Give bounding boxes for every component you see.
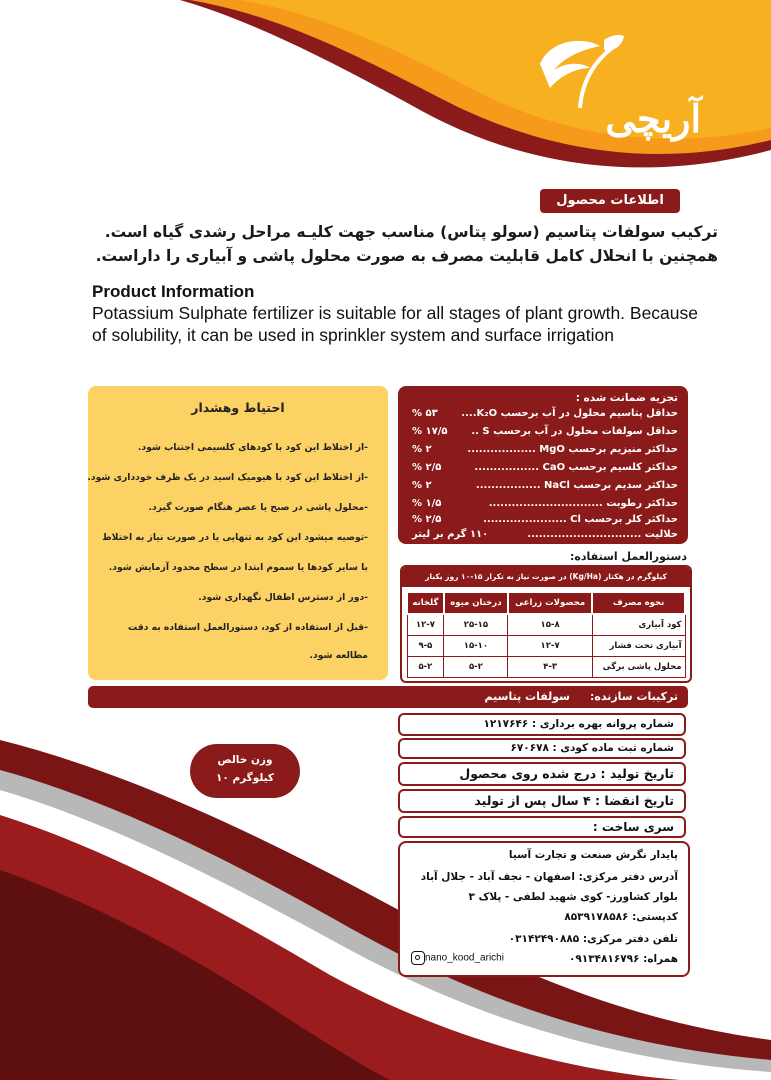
address-line-2: بلوار کشاورز- کوی شهید لطفی - پلاک ۳ [468, 891, 678, 903]
usage-table [406, 591, 686, 678]
analysis-title: تجزیه ضمانت شده : [575, 392, 678, 404]
warning-item: -دور از دسترس اطفال نگهداری شود. [198, 592, 368, 603]
usage-cell: آبیاری تحت فشار [592, 636, 685, 657]
usage-cell: ۱۲-۷ [407, 614, 444, 636]
composition-bar [88, 686, 688, 708]
usage-cell: ۲۵-۱۵ [444, 614, 508, 636]
en-description: Potassium Sulphate fertilizer is suitable for all stages of plant growth. Because of solubility, it can be used in sprinkler system and surface irrigation [92, 303, 699, 345]
guaranteed-analysis-panel: تجزیه ضمانت شده : حداقل پتاسیم محلول در آب برحسب K₂O.... ۵۳ % حداقل سولفات محلول در آب برحسب S .. ۱۷/۵ % حداکثر منیزیم برحسب MgO .................. ۲ % حداکثر کلسیم برحسب CaO ................. ۲/۵ % حداکثر سدیم برحسب NaCl ................. ۲ % حداکثر رطوبت .............................. ۱/۵ % حداکثر کلر برحسب Cl ...................... ۲/۵ % حلالیت .............................. ۱۱۰ گرم بر لیتر [398, 386, 688, 544]
table-row [407, 657, 685, 678]
mobile-phone: همراه: ۰۹۱۳۴۸۱۶۷۹۶ [568, 953, 678, 965]
company-name: پایدار نگرش صنعت و تجارت آسیا [508, 849, 678, 861]
fa-description-line-1: ترکیب سولفات پتاسیم (سولو پتاس) مناسب جهت کلیـه مراحل رشدی گیاه است. [104, 223, 718, 241]
warning-item: -توصیه میشود این کود به تنهایی یا در صورت نیاز به اختلاط [102, 532, 368, 543]
instagram-icon [411, 951, 425, 965]
expiry-date-field: تاریخ انقضا : ۴ سال پس از تولید [398, 789, 686, 813]
usage-cell: ۱۲-۷ [508, 636, 592, 657]
en-title: Product Information [92, 282, 255, 301]
warning-item: مطالعه شود. [309, 650, 368, 661]
net-weight-badge [190, 744, 300, 798]
usage-header: محصولات زراعی [508, 592, 592, 614]
product-info-label: اطلاعات محصول [540, 189, 680, 213]
license-number-field: شماره پروانه بهره برداری : ۱۲۱۷۶۴۶ [398, 713, 686, 736]
usage-header: درختان میوه [444, 592, 508, 614]
composition-value: سولفات پتاسیم [484, 690, 570, 703]
net-weight-label: وزن خالص [217, 754, 273, 766]
postal-code: کدپستی: ۸۵۳۹۱۷۸۵۸۶ [564, 911, 678, 923]
warning-item: -از اختلاط این کود با هیومیک اسید در یک ظرف خودداری شود. [87, 472, 368, 483]
warning-panel [88, 386, 388, 680]
batch-series-field: سری ساخت : [398, 816, 686, 838]
address-line-1: آدرس دفتر مرکزی: اصفهان - نجف آباد - جلال آباد [420, 871, 678, 883]
net-weight-value: ۱۰ کیلوگرم [215, 772, 275, 784]
usage-cell: ۵-۲ [444, 657, 508, 678]
usage-title: دستورالعمل استفاده: [570, 550, 687, 563]
brand-logo-text: آریچی [605, 96, 701, 141]
usage-header-row [407, 592, 685, 614]
table-row [407, 636, 685, 657]
usage-cell: ۹-۵ [407, 636, 444, 657]
warning-item: -از اختلاط این کود با کودهای کلسیمی اجتناب شود. [137, 442, 368, 453]
usage-cell: ۱۵-۱۰ [444, 636, 508, 657]
office-phone: تلفن دفتر مرکزی: ۰۳۱۴۲۴۹۰۸۸۵ [508, 933, 678, 945]
usage-cell: محلول پاشی برگی [592, 657, 685, 678]
warning-item: -قبل از استفاده از کود، دستورالعمل استفاده به دقت [128, 622, 368, 633]
warning-title: احتیاط وهشدار [191, 400, 285, 415]
warning-item: -محلول پاشی در صبح یا عصر هنگام صورت گیرد. [148, 502, 368, 513]
address-panel [398, 841, 690, 977]
usage-table-panel [400, 565, 692, 683]
registration-number-field: شماره ثبت ماده کودی : ۶۷۰۶۷۸ [398, 738, 686, 759]
usage-cell: ۱۵-۸ [508, 614, 592, 636]
production-date-field: تاریخ تولید : درج شده روی محصول [398, 762, 686, 786]
usage-cell: ۵-۲ [407, 657, 444, 678]
table-row [407, 614, 685, 636]
composition-label: ترکیبات سازنده: [589, 690, 678, 703]
usage-note: کیلوگرم در هکتار (Kg/Ha) در صورت نیاز به تکرار ۱۵-۱۰ روز یکبار [402, 567, 690, 587]
usage-header: نحوه مصرف [592, 592, 685, 614]
instagram-handle-group [408, 951, 504, 965]
warning-item: با سایر کودها یا سموم ابتدا در سطح محدود آزمایش شود. [108, 562, 368, 573]
usage-cell: ۴-۳ [508, 657, 592, 678]
usage-cell: کود آبیاری [592, 614, 685, 636]
usage-header: گلخانه [407, 592, 444, 614]
instagram-handle: nano_kood_arichi [425, 952, 504, 964]
fa-description-line-2: همچنین با انحلال کامل قابلیت مصرف به صورت محلول پاشی و آبیاری را داراست. [95, 247, 718, 265]
